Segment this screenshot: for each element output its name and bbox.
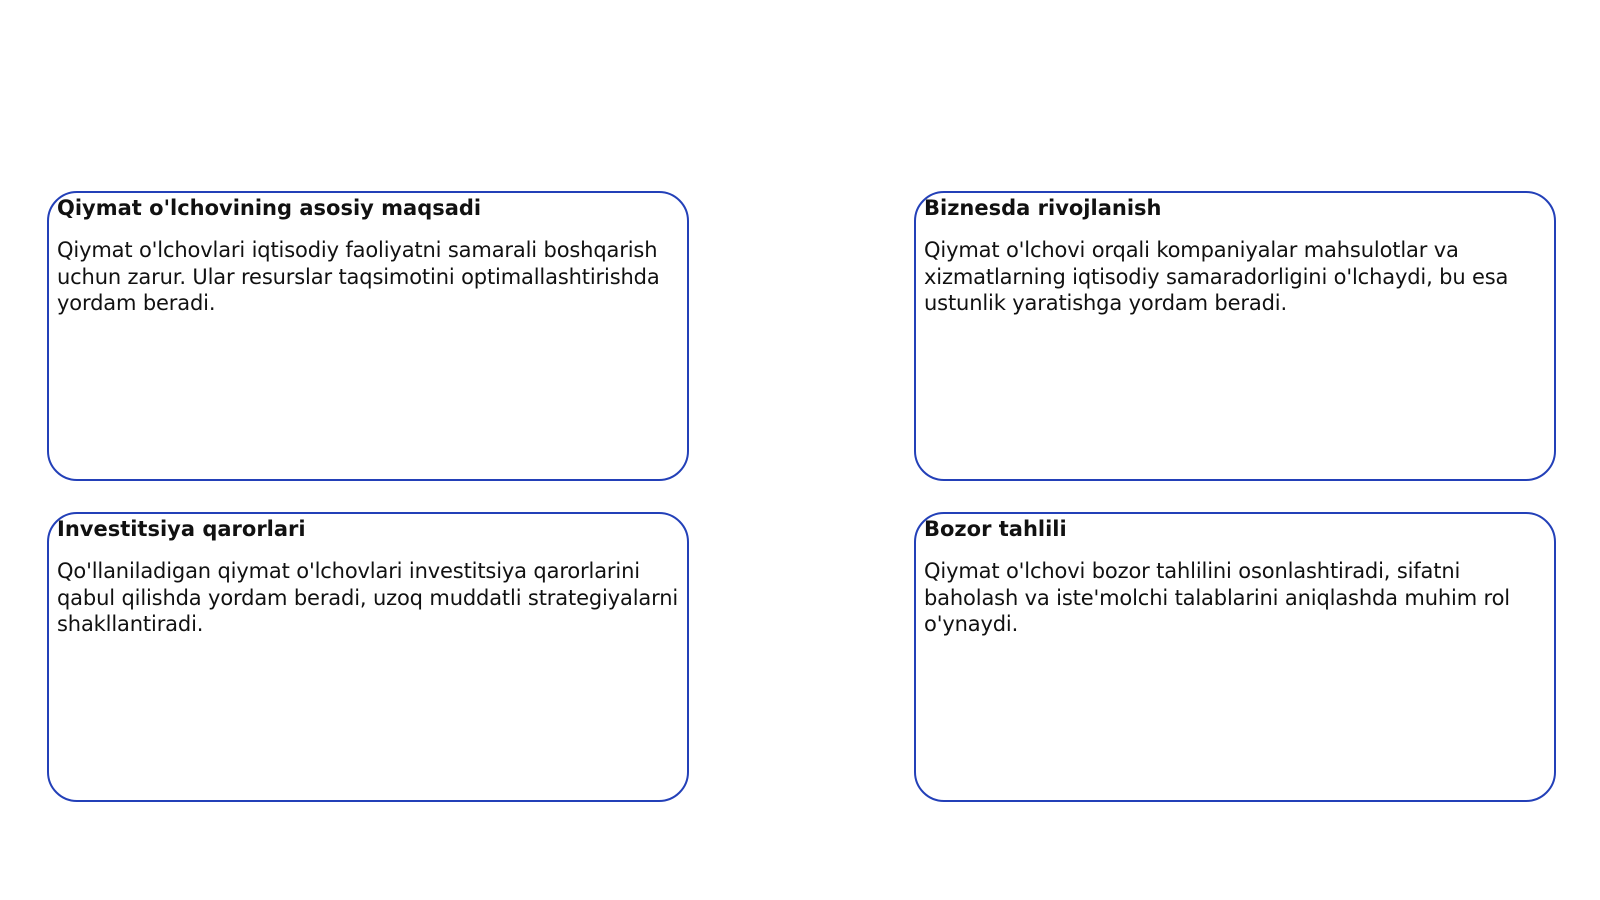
info-card-market-analysis — [914, 512, 1556, 802]
card-title: Bozor tahlili — [924, 517, 1067, 541]
card-body: Qiymat o'lchovi bozor tahlilini osonlashtiradi, sifatni baholash va iste'molchi talablarini aniqlashda muhim rol o'ynaydi. — [924, 559, 1510, 636]
info-card-investment-decisions — [47, 512, 689, 802]
card-title: Investitsiya qarorlari — [57, 517, 306, 541]
card-body: Qo'llaniladigan qiymat o'lchovlari investitsiya qarorlarini qabul qilishda yordam beradi, uzoq muddatli strategiyalarni shakllantiradi. — [57, 559, 679, 636]
info-card-main-purpose — [47, 191, 689, 481]
info-card-business-development — [914, 191, 1556, 481]
card-title: Biznesda rivojlanish — [924, 196, 1162, 220]
card-title: Qiymat o'lchovining asosiy maqsadi — [57, 196, 482, 220]
card-body: Qiymat o'lchovlari iqtisodiy faoliyatni samarali boshqarish uchun zarur. Ular resurslar taqsimotini optimallashtirishda yordam beradi. — [57, 238, 660, 315]
card-body: Qiymat o'lchovi orqali kompaniyalar mahsulotlar va xizmatlarning iqtisodiy samaradorligini o'lchaydi, bu esa ustunlik yaratishga yordam beradi. — [924, 238, 1509, 315]
